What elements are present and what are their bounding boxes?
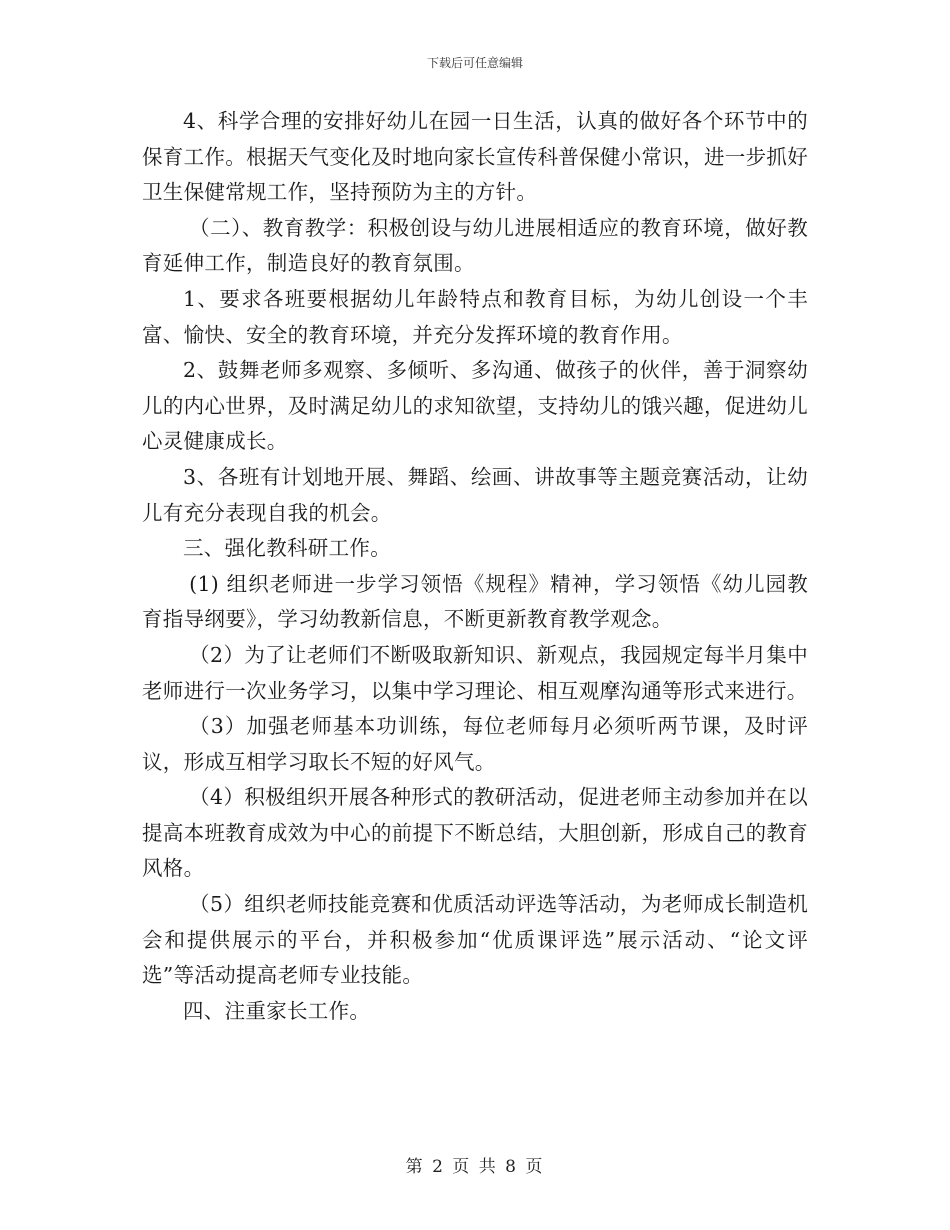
page-header: 下载后可任意编辑	[426, 56, 523, 70]
page-footer: 第 2 页 共 8 页	[405, 1157, 545, 1177]
paragraph-research-2: （2）为了让老师们不断吸取新知识、新观点，我园规定每半月集中老师进行一次业务学习，以集中学习理论、相互观摩沟通等形式来进行。	[142, 642, 808, 703]
paragraph-research-5: （5）组织老师技能竞赛和优质活动评选等活动，为老师成长制造机会和提供展示的平台，并积极参加“优质课评选”展示活动、“论文评选”等活动提高老师专业技能。	[142, 892, 808, 988]
paragraph-item-2: 2、鼓舞老师多观察、多倾听、多沟通、做孩子的伙伴，善于洞察幼儿的内心世界，及时满足幼儿的求知欲望，支持幼儿的饿兴趣，促进幼儿心灵健康成长。	[142, 358, 808, 454]
paragraph-item-1: 1、要求各班要根据幼儿年龄特点和教育目标，为幼儿创设一个丰富、愉快、安全的教育环境，并充分发挥环境的教育作用。	[142, 286, 808, 347]
paragraph-research-4: （4）积极组织开展各种形式的教研活动，促进老师主动参加并在以提高本班教育成效为中心的前提下不断总结，大胆创新，形成自己的教育风格。	[142, 785, 808, 881]
paragraph-section-education: （二）、教育教学：积极创设与幼儿进展相适应的教育环境，做好教育延伸工作，制造良好的教育氛围。	[142, 215, 808, 276]
paragraph-item-3: 3、各班有计划地开展、舞蹈、绘画、讲故事等主题竞赛活动，让幼儿有充分表现自我的机会。	[142, 464, 808, 525]
paragraph-research-1: (1) 组织老师进一步学习领悟《规程》精神，学习领悟《幼儿园教育指导纲要》，学习幼教新信息，不断更新教育教学观念。	[142, 571, 808, 632]
paragraph-item-4: 4、科学合理的安排好幼儿在园一日生活，认真的做好各个环节中的保育工作。根据天气变化及时地向家长宣传科普保健小常识，进一步抓好卫生保健常规工作，坚持预防为主的方针。	[142, 109, 808, 205]
paragraph-research-3: （3）加强老师基本功训练，每位老师每月必须听两节课，及时评议，形成互相学习取长不短的好风气。	[142, 714, 808, 774]
section-heading-research: 三、强化教科研工作。	[183, 536, 391, 561]
document-body	[142, 104, 808, 1029]
section-heading-parents: 四、注重家长工作。	[183, 998, 371, 1023]
